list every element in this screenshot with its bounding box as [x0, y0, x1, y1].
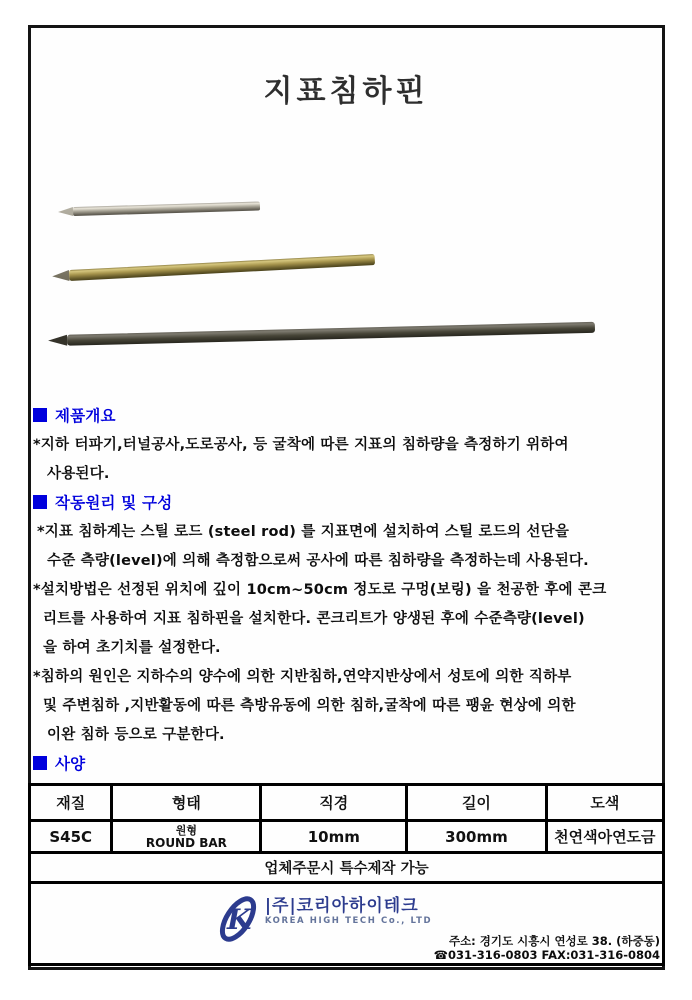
page-title: 지표침하핀	[263, 74, 429, 109]
spec-header-length: 길이	[407, 785, 546, 821]
body-line: *지표 침하계는 스틸 로드 (steel rod) 를 지표면에 설치하여 스틸 로드의 선단을	[37, 524, 570, 540]
body-line: *설치방법은 선정된 위치에 깊이 10cm~50cm 정도로 구멍(보링) 을 천공한 후에 콘크	[33, 582, 607, 598]
company-address-block	[434, 934, 660, 962]
rod-long-dark	[48, 322, 595, 346]
spec-note-row	[30, 853, 664, 883]
spec-header-row	[30, 785, 664, 821]
spec-header-material: 재질	[30, 785, 112, 821]
custom-order-note: 업체주문시 특수제작 가능	[30, 853, 664, 883]
spec-shape	[112, 821, 261, 853]
spec-header-coating: 도색	[546, 785, 663, 821]
body-line: *침하의 원인은 지하수의 양수에 의한 지반침하,연약지반상에서 성토에 의한 직하부	[33, 669, 572, 685]
section-heading-principle	[33, 489, 658, 518]
footer-cell	[30, 883, 664, 965]
section-heading-spec	[33, 750, 658, 779]
body-line: 수준 측량(level)에 의해 측정함으로써 공사에 따른 침하량을 측정하는데 사용된다.	[47, 553, 589, 569]
logo-english-name: KOREA HIGH TECH Co., LTD	[264, 916, 433, 926]
body-line: *지하 터파기,터널공사,도로공사, 등 굴착에 따른 지표의 침하량을 측정하기 위하여	[33, 437, 569, 453]
korea-hightech-logo-icon	[217, 892, 259, 946]
svg-text:K: K	[226, 903, 252, 936]
company-phone-fax: ☎031-316-0803 FAX:031-316-0804	[433, 948, 660, 962]
spec-length: 300mm	[407, 821, 546, 853]
section-bullet-icon	[33, 495, 47, 509]
body-line: 을 하여 초기치를 설정한다.	[43, 640, 221, 656]
spec-coating: 천연색아연도금	[546, 821, 663, 853]
spec-material: S45C	[30, 821, 112, 853]
spec-header-shape: 형태	[112, 785, 261, 821]
product-photo	[28, 180, 665, 380]
rod-short-steel	[58, 202, 260, 217]
section-heading-overview	[33, 402, 658, 431]
body-line: 이완 침하 등으로 구분한다.	[47, 727, 225, 743]
spec-shape-kr: 원형	[175, 824, 198, 837]
spec-shape-en: ROUND BAR	[145, 836, 227, 850]
logo-texts	[265, 892, 432, 927]
section-bullet-icon	[33, 408, 47, 422]
company-address: 주소: 경기도 시흥시 연성로 38. (하중동)	[448, 934, 660, 948]
section-heading-label: 작동원리 및 구성	[55, 494, 173, 512]
section-heading-label: 사양	[55, 755, 86, 773]
rod-medium-brass	[52, 254, 375, 282]
spec-value-row	[30, 821, 664, 853]
body-text	[33, 402, 658, 779]
spec-header-diameter: 직경	[261, 785, 407, 821]
footer-row	[30, 883, 664, 965]
body-line: 리트를 사용하여 지표 침하핀을 설치한다. 콘크리트가 양생된 후에 수준측량(level)	[43, 611, 585, 627]
body-line: 및 주변침하 ,지반활동에 따른 측방유동에 의한 침하,굴착에 따른 팽윤 현상에 의한	[43, 698, 576, 714]
section-bullet-icon	[33, 756, 47, 770]
logo-korean-name: |주|코리아하이테크	[264, 896, 419, 916]
spec-table	[28, 783, 665, 966]
body-line: 사용된다.	[47, 466, 110, 482]
section-heading-label: 제품개요	[55, 407, 116, 425]
spec-diameter: 10mm	[261, 821, 407, 853]
